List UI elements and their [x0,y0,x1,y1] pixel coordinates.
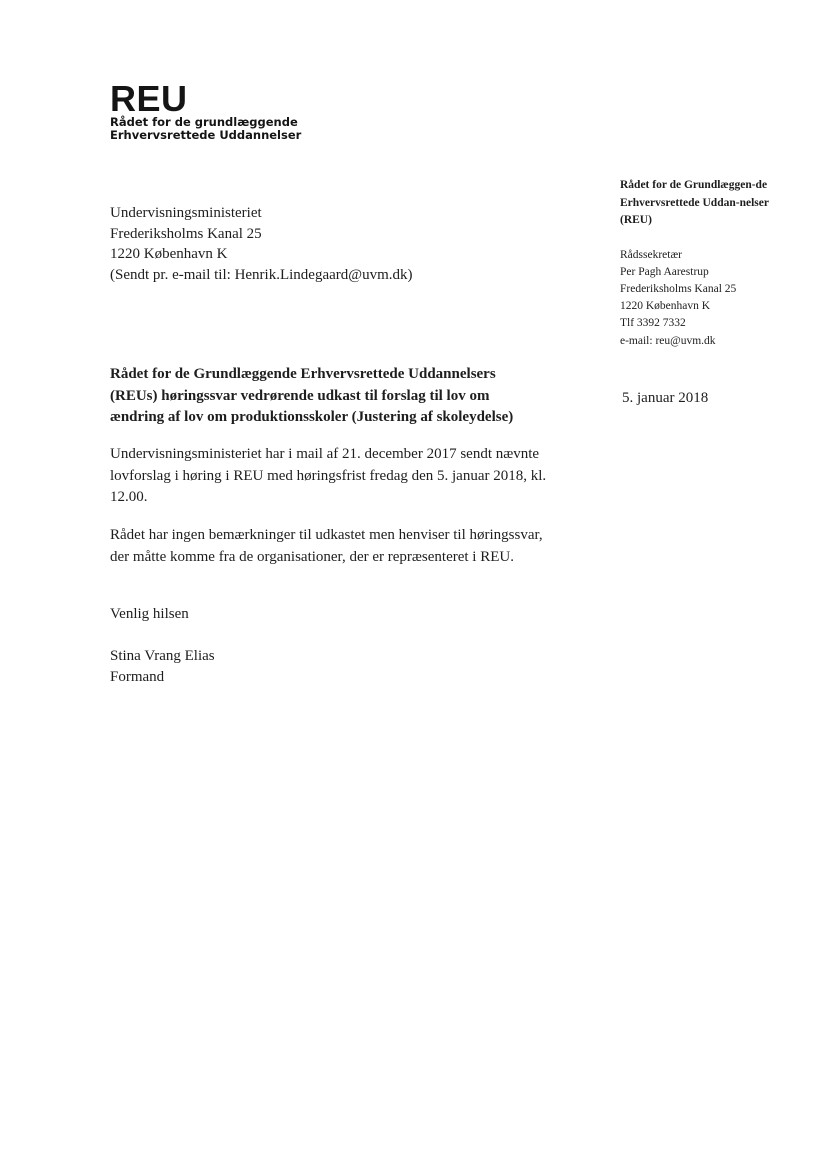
closing-greeting: Venlig hilsen [110,606,189,622]
logo-org-line-2: Erhvervsrettede Uddannelser [110,128,302,142]
letterhead-logo [110,78,302,142]
sender-email: e-mail: reu@uvm.dk [620,334,716,347]
recipient-city: 1220 København K [110,246,228,262]
sender-phone: Tlf 3392 7332 [620,317,686,330]
sender-person: Per Pagh Aarestrup [620,265,709,278]
body-paragraph-2: Rådet har ingen bemærkninger til udkastet men henviser til høringssvar, der måtte komme fra de organisationer, der er repræsenteret i REU. [110,527,543,565]
signatory-title: Formand [110,668,165,685]
sender-city: 1220 København K [620,300,711,313]
recipient-name: Undervisningsministeriet [110,205,262,221]
letter-subject: Rådet for de Grundlæggende Erhvervsrettede Uddannelsers (REUs) høringssvar vedrørende udkast til forslag til lov om ændring af lov om produktionsskoler (Justering af skoleydelse) [110,366,514,425]
sender-street: Frederiksholms Kanal 25 [620,282,737,295]
sender-sidebar [620,177,790,350]
recipient-address [110,203,413,285]
signatory-name: Stina Vrang Elias [110,648,215,664]
logo-wordmark: REU [110,78,188,119]
letter-date: 5. januar 2018 [622,390,709,406]
logo-org-line-1: Rådet for de grundlæggende [110,115,298,129]
sender-contact [620,247,790,350]
sender-role: Rådssekretær [620,248,682,261]
recipient-street: Frederiksholms Kanal 25 [110,225,262,242]
signature-block [110,646,215,687]
sender-org-name: Rådet for de Grundlæggen-de Erhvervsrettede Uddan-nelser (REU) [620,179,769,226]
body-paragraph-1: Undervisningsministeriet har i mail af 21. december 2017 sendt nævnte lovforslag i høring i REU med høringsfrist fredag den 5. januar 2018, kl. 12.00. [110,446,547,505]
recipient-email-note: (Sendt pr. e-mail til: Henrik.Lindegaard@uvm.dk) [110,266,413,283]
